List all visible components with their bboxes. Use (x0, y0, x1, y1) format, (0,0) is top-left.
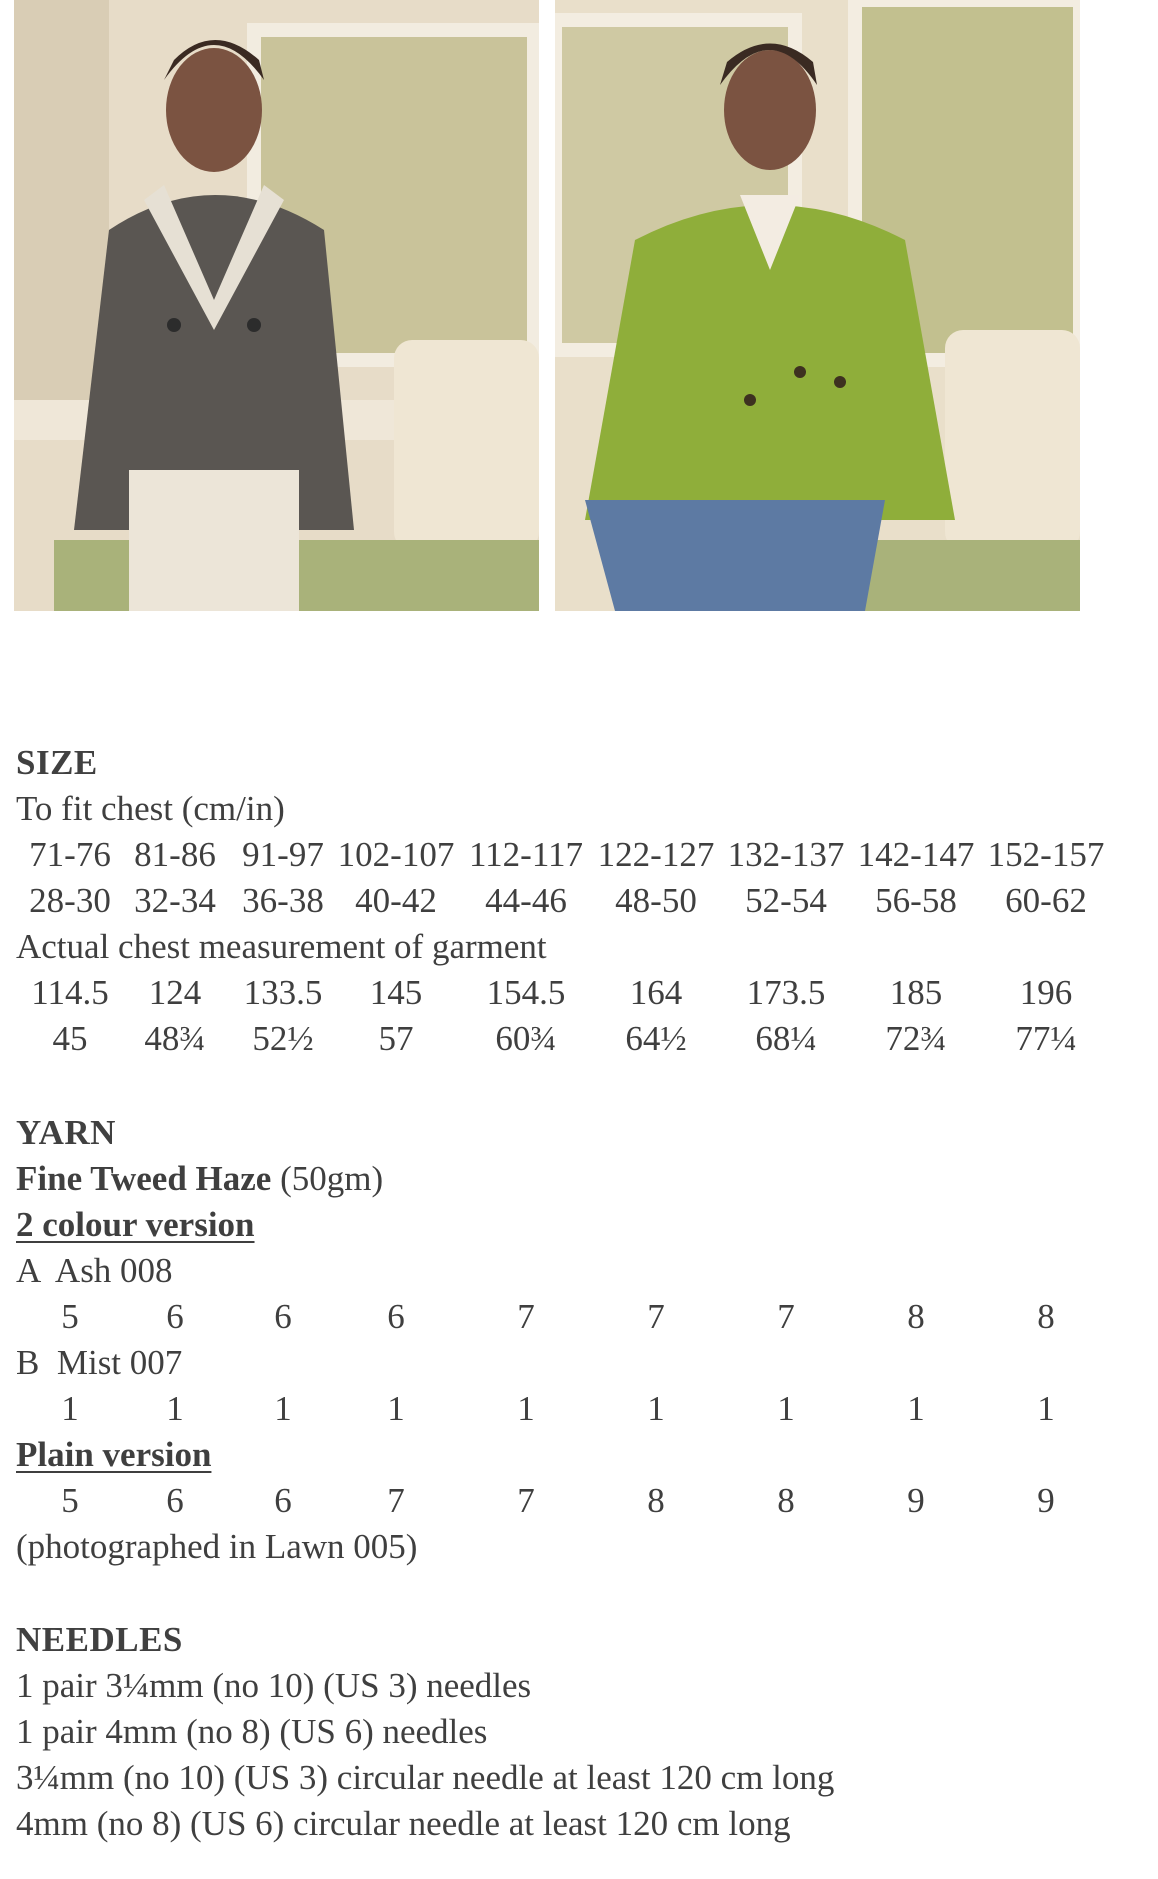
table-cell: 114.5 (31, 973, 109, 1012)
colour-b-label: B Mist 007 (16, 1343, 183, 1382)
actual-in-row (0, 1016, 1158, 1062)
table-cell: 8 (647, 1481, 665, 1520)
plain-version-label: Plain version (16, 1435, 212, 1474)
table-cell: 1 (61, 1389, 79, 1428)
actual-chest-label: Actual chest measurement of garment (16, 927, 547, 966)
table-cell: 185 (889, 973, 943, 1012)
table-cell: 45 (52, 1019, 88, 1058)
table-cell: 7 (387, 1481, 405, 1520)
table-cell: 40-42 (355, 881, 437, 920)
table-cell: 48-50 (615, 881, 697, 920)
two-colour-version-label: 2 colour version (16, 1205, 255, 1244)
colour-a-row (0, 1294, 1158, 1340)
table-cell: 164 (629, 973, 683, 1012)
actual-cm-row (0, 970, 1158, 1016)
table-cell: 1 (387, 1389, 405, 1428)
to-fit-in-row (0, 878, 1158, 924)
table-cell: 60¾ (495, 1019, 557, 1058)
table-cell: 1 (777, 1389, 795, 1428)
table-cell: 71-76 (29, 835, 111, 874)
yarn-name-line (16, 1156, 383, 1202)
table-cell: 52-54 (745, 881, 827, 920)
to-fit-chest-label: To fit chest (cm/in) (16, 789, 285, 828)
table-cell: 8 (777, 1481, 795, 1520)
table-cell: 60-62 (1005, 881, 1087, 920)
table-cell: 1 (907, 1389, 925, 1428)
table-cell: 1 (647, 1389, 665, 1428)
table-cell: 6 (387, 1297, 405, 1336)
table-cell: 77¼ (1015, 1019, 1077, 1058)
yarn-heading: YARN (16, 1113, 116, 1152)
table-cell: 196 (1019, 973, 1073, 1012)
table-cell: 68¼ (755, 1019, 817, 1058)
table-cell: 5 (61, 1297, 79, 1336)
needle-line: 1 pair 4mm (no 8) (US 6) needles (16, 1712, 488, 1751)
table-cell: 154.5 (486, 973, 566, 1012)
yarn-weight: (50gm) (280, 1159, 384, 1198)
table-cell: 7 (517, 1297, 535, 1336)
table-cell: 1 (1037, 1389, 1055, 1428)
table-cell: 64½ (625, 1019, 687, 1058)
needles-heading: NEEDLES (16, 1620, 183, 1659)
table-cell: 36-38 (242, 881, 324, 920)
table-cell: 1 (274, 1389, 292, 1428)
table-cell: 6 (274, 1297, 292, 1336)
table-cell: 9 (1037, 1481, 1055, 1520)
table-cell: 44-46 (485, 881, 567, 920)
table-cell: 102-107 (337, 835, 455, 874)
table-cell: 152-157 (987, 835, 1105, 874)
table-cell: 145 (369, 973, 423, 1012)
table-cell: 8 (907, 1297, 925, 1336)
table-cell: 7 (517, 1481, 535, 1520)
colour-b-row (0, 1386, 1158, 1432)
table-cell: 1 (166, 1389, 184, 1428)
table-cell: 57 (378, 1019, 414, 1058)
table-cell: 91-97 (242, 835, 324, 874)
table-cell: 5 (61, 1481, 79, 1520)
colour-a-label: A Ash 008 (16, 1251, 173, 1290)
table-cell: 112-117 (468, 835, 584, 874)
to-fit-cm-row (0, 832, 1158, 878)
table-cell: 9 (907, 1481, 925, 1520)
needle-line: 4mm (no 8) (US 6) circular needle at least 120 cm long (16, 1804, 791, 1843)
table-cell: 173.5 (746, 973, 826, 1012)
table-cell: 142-147 (857, 835, 975, 874)
table-cell: 81-86 (134, 835, 216, 874)
needle-line: 3¼mm (no 10) (US 3) circular needle at least 120 cm long (16, 1758, 835, 1797)
table-cell: 48¾ (144, 1019, 206, 1058)
table-cell: 124 (148, 973, 202, 1012)
table-cell: 56-58 (875, 881, 957, 920)
size-heading: SIZE (16, 743, 98, 782)
table-cell: 122-127 (597, 835, 715, 874)
plain-version-row (0, 1478, 1158, 1524)
table-cell: 52½ (252, 1019, 314, 1058)
table-cell: 6 (274, 1481, 292, 1520)
table-cell: 6 (166, 1297, 184, 1336)
table-cell: 72¾ (885, 1019, 947, 1058)
table-cell: 7 (777, 1297, 795, 1336)
table-cell: 28-30 (29, 881, 111, 920)
table-cell: 132-137 (727, 835, 845, 874)
photo-green-cardigan (555, 0, 1080, 611)
yarn-name: Fine Tweed Haze (16, 1159, 272, 1198)
table-cell: 1 (517, 1389, 535, 1428)
photo-grey-cardigan (14, 0, 539, 611)
table-cell: 7 (647, 1297, 665, 1336)
needle-line: 1 pair 3¼mm (no 10) (US 3) needles (16, 1666, 532, 1705)
table-cell: 8 (1037, 1297, 1055, 1336)
table-cell: 32-34 (134, 881, 216, 920)
table-cell: 133.5 (243, 973, 323, 1012)
table-cell: 6 (166, 1481, 184, 1520)
plain-version-note: (photographed in Lawn 005) (16, 1527, 418, 1566)
